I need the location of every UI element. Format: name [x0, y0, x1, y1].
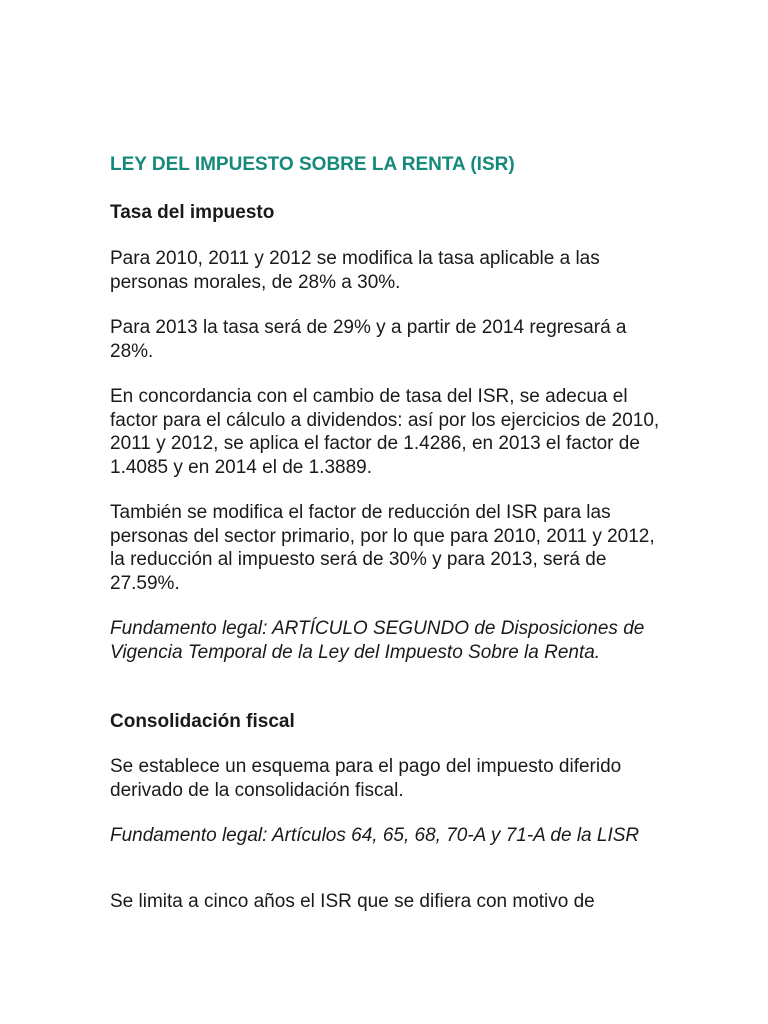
paragraph: También se modifica el factor de reducción del ISR para las personas del sector primario, por lo que para 2010, 2011 y 2012, la reducción al impuesto será de 30% y para 2013, será de 27.59%.	[110, 502, 655, 594]
section-heading-consolidacion: Consolidación fiscal	[110, 711, 295, 732]
paragraph: Para 2013 la tasa será de 29% y a partir de 2014 regresará a 28%.	[110, 317, 627, 362]
paragraph: Para 2010, 2011 y 2012 se modifica la tasa aplicable a las personas morales, de 28% a 30%.	[110, 248, 600, 293]
document-title: LEY DEL IMPUESTO SOBRE LA RENTA (ISR)	[110, 154, 515, 175]
document-page	[110, 152, 670, 913]
paragraph: Se limita a cinco años el ISR que se difiera con motivo de	[110, 890, 595, 912]
paragraph: En concordancia con el cambio de tasa del ISR, se adecua el factor para el cálculo a dividendos: así por los ejercicios de 2010, 2011 y 2012, se aplica el factor de 1.4286, en 2013 el factor de 1.4085 y en 2014 el de 1.3889.	[110, 386, 660, 478]
legal-basis-note: Fundamento legal: ARTÍCULO SEGUNDO de Disposiciones de Vigencia Temporal de la Ley del Impuesto Sobre la Renta.	[110, 618, 645, 663]
section-heading-tasa: Tasa del impuesto	[110, 202, 275, 223]
legal-basis-note: Fundamento legal: Artículos 64, 65, 68, 70-A y 71-A de la LISR	[110, 825, 640, 846]
paragraph: Se establece un esquema para el pago del impuesto diferido derivado de la consolidación fiscal.	[110, 756, 622, 801]
